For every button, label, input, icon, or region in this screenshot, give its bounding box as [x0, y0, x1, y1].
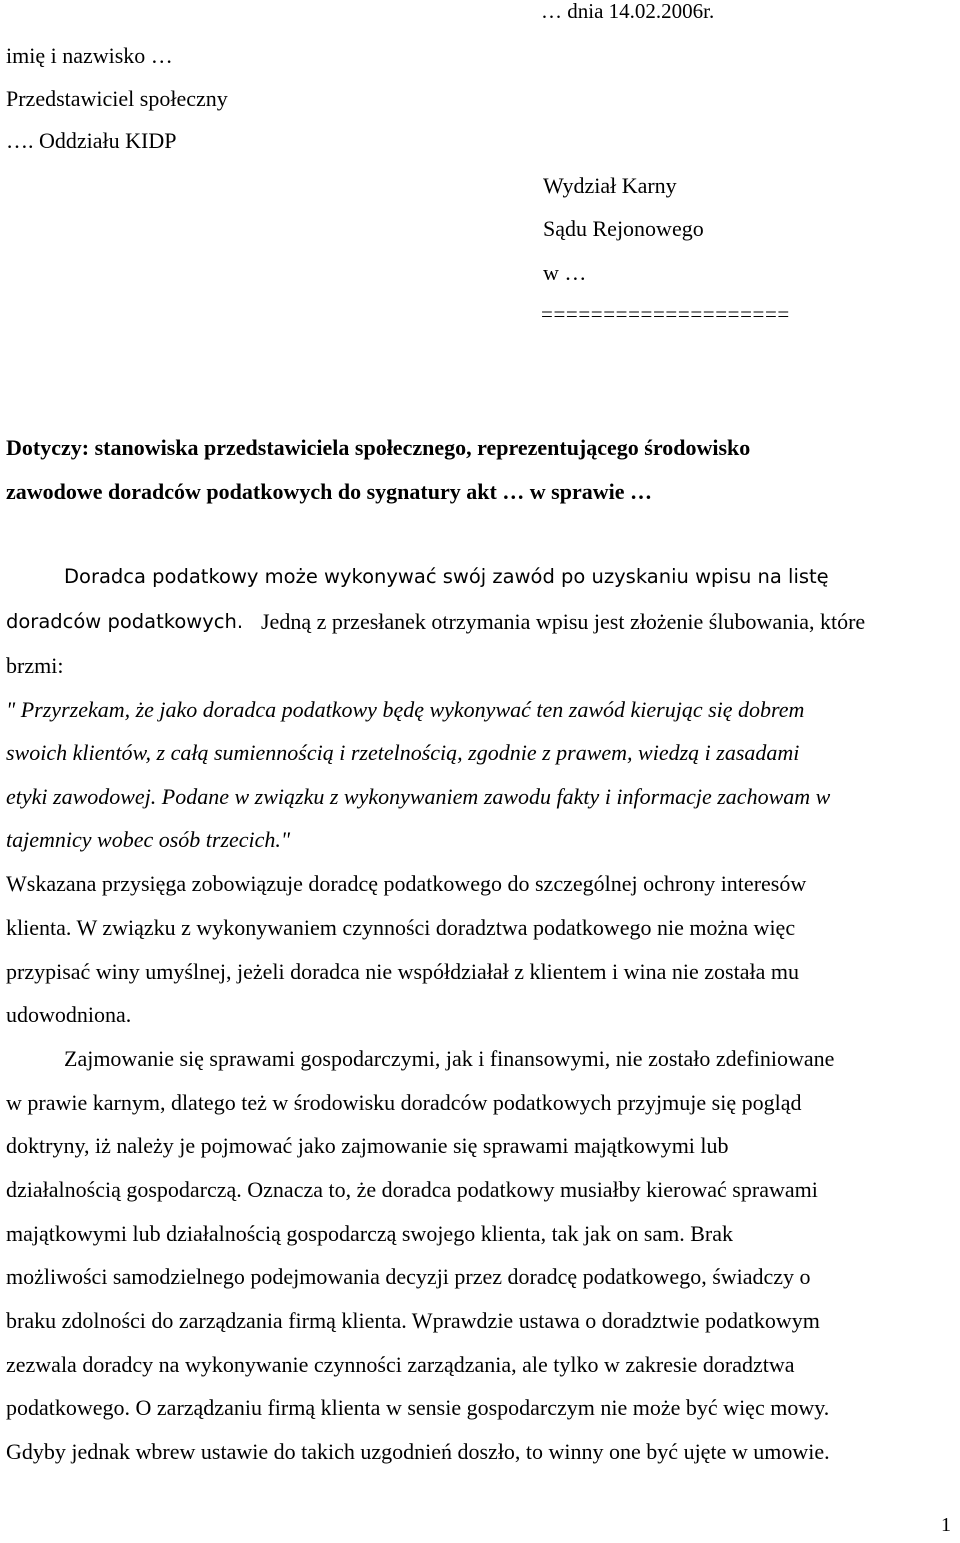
para3-line-8: zezwala doradcy na wykonywanie czynności zarządzania, ale tylko w zakresie doradztwa	[6, 1352, 795, 1377]
para1-line-3: brzmi:	[6, 653, 64, 678]
oath-line-3: etyki zawodowej. Podane w związku z wykonywaniem zawodu fakty i informacje zachowam w	[6, 784, 831, 809]
para2-line-4: udowodniona.	[6, 1002, 132, 1027]
para2-line-1: Wskazana przysięga zobowiązuje doradcę podatkowego do szczególnej ochrony interesów	[6, 871, 807, 896]
oath-line-1: " Przyrzekam, że jako doradca podatkowy będę wykonywać ten zawód kierując się dobrem	[6, 697, 805, 722]
para3-line-9: podatkowego. O zarządzaniu firmą klienta w sensie gospodarczym nie może być więc mowy.	[6, 1395, 830, 1420]
oath-line-2: swoich klientów, z całą sumiennością i rzetelnością, zgodnie z prawem, wiedzą i zasadami	[6, 740, 800, 765]
subject-line-1: Dotyczy: stanowiska przedstawiciela społecznego, reprezentującego środowisko	[6, 435, 751, 460]
para1-line-1: Doradca podatkowy może wykonywać swój zawód po uzyskaniu wpisu na listę	[64, 565, 829, 588]
para3-line-4: działalnością gospodarczą. Oznacza to, że doradca podatkowy musiałby kierować sprawami	[6, 1177, 818, 1202]
subject-line-2: zawodowe doradców podatkowych do sygnatury akt … w sprawie …	[6, 479, 652, 504]
sender-role: Przedstawiciel społeczny	[6, 86, 228, 111]
sender-branch: …. Oddziału KIDP	[6, 128, 177, 153]
para3-line-2: w prawie karnym, dlatego też w środowisku doradców podatkowych przyjmuje się pogląd	[6, 1090, 802, 1115]
para2-line-2: klienta. W związku z wykonywaniem czynności doradztwa podatkowego nie można więc	[6, 915, 796, 940]
sender-name: imię i nazwisko …	[6, 43, 173, 68]
para2-line-3: przypisać winy umyślnej, jeżeli doradca nie współdziałał z klientem i wina nie została mu	[6, 959, 799, 984]
addressee-court: Sądu Rejonowego	[543, 216, 704, 241]
page-number: 1	[941, 1514, 951, 1536]
para3-line-5: majątkowymi lub działalnością gospodarczą swojego klienta, tak jak on sam. Brak	[6, 1221, 734, 1246]
addressee-city: w …	[543, 260, 587, 285]
para1-line-2a: doradców podatkowych.	[6, 610, 244, 633]
oath-line-4: tajemnicy wobec osób trzecich."	[6, 827, 291, 852]
addressee-separator: ====================	[541, 302, 790, 326]
para3-line-3: doktryny, iż należy je pojmować jako zajmowanie się sprawami majątkowymi lub	[6, 1133, 729, 1158]
para3-line-1: Zajmowanie się sprawami gospodarczymi, jak i finansowymi, nie zostało zdefiniowane	[64, 1046, 835, 1071]
document-date: … dnia 14.02.2006r.	[541, 0, 715, 23]
para1-line-2b: Jedną z przesłanek otrzymania wpisu jest złożenie ślubowania, które	[261, 609, 866, 634]
para3-line-6: możliwości samodzielnego podejmowania decyzji przez doradcę podatkowego, świadczy o	[6, 1264, 811, 1289]
para3-line-10: Gdyby jednak wbrew ustawie do takich uzgodnień doszło, to winny one być ujęte w umowie.	[6, 1439, 830, 1464]
para3-line-7: braku zdolności do zarządzania firmą klienta. Wprawdzie ustawa o doradztwie podatkowym	[6, 1308, 820, 1333]
addressee-department: Wydział Karny	[543, 173, 677, 198]
